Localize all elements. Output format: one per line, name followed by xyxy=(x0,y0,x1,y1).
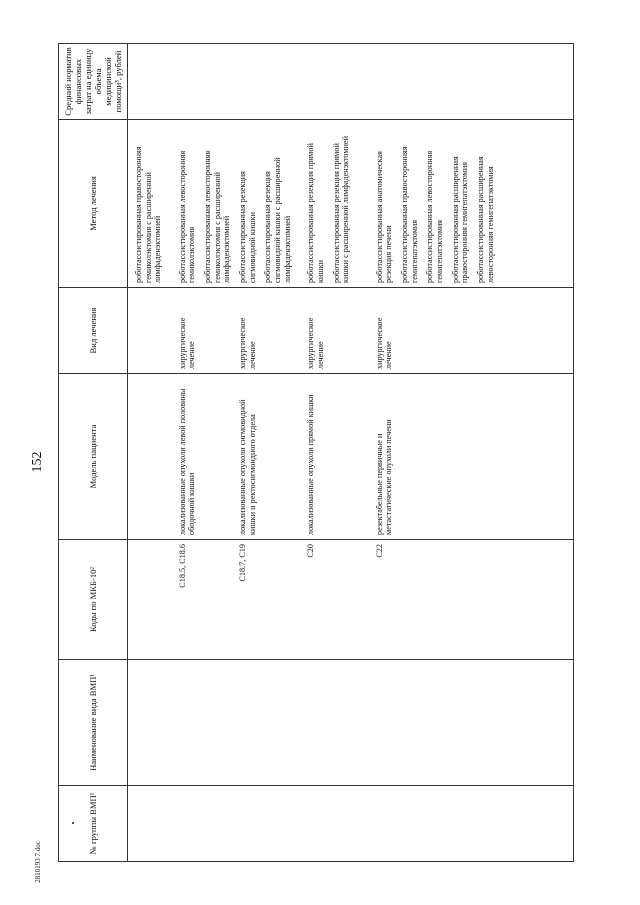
table-header-row xyxy=(59,44,128,862)
cell-treatment-method xyxy=(304,120,372,288)
medical-care-table xyxy=(58,43,574,862)
cell-treatment-method xyxy=(176,120,236,288)
cell-icd-codes: C20 xyxy=(304,540,372,660)
cell-vmp-name xyxy=(128,660,176,786)
cell-group-number xyxy=(128,786,176,862)
table-row xyxy=(373,44,574,862)
cell-average-cost xyxy=(373,44,574,120)
cell-vmp-name xyxy=(176,660,236,786)
treatment-method-item: роботассистированная резекция прямой кишки с расширенной лимфаденэктомией xyxy=(331,136,351,283)
header-average-cost: Средний норматив финансовых затрат на единицу объема медицинской помощи³, рублей xyxy=(59,44,128,120)
cell-treatment-type xyxy=(128,288,176,374)
cell-average-cost xyxy=(128,44,176,120)
cell-group-number xyxy=(176,786,236,862)
header-icd-codes: Коды по МКБ-10² xyxy=(59,540,128,660)
cell-treatment-method xyxy=(128,120,176,288)
treatment-method-item: роботассистированная левосторонняя гемигепатэктомия xyxy=(425,150,444,283)
header-vmp-name: Наименование вида ВМП¹ xyxy=(59,660,128,786)
cell-group-number xyxy=(373,786,574,862)
treatment-method-item: роботассистированная правосторонняя гемигепатэктомия xyxy=(399,146,419,283)
table-body xyxy=(128,44,574,862)
cell-treatment-method xyxy=(236,120,304,288)
cell-patient-model: резектабельные первичные и метастатические опухоли печени xyxy=(373,374,574,540)
cell-icd-codes: C22 xyxy=(373,540,574,660)
header-treatment-type: Вид лечения xyxy=(59,288,128,374)
treatment-method-item: роботассистированная расширенная правосторонняя гемигепатэктомия xyxy=(450,156,470,283)
rotated-table-container xyxy=(58,44,574,862)
cell-treatment-method xyxy=(373,120,574,288)
header-group-number: № группы ВМП¹ xyxy=(59,786,128,862)
treatment-method-item: роботассистированная расширенная левосторонняя гемигепатэктомия xyxy=(475,156,495,283)
treatment-method-item: роботассистированная резекция сигмовидной кишки xyxy=(237,171,257,283)
cell-patient-model: локализованные опухоли сигмовидной кишки и ректосигмоидного отдела xyxy=(236,374,304,540)
treatment-method-item: роботассистированная левосторонняя гемиколэктомия с расширенной лимфаденэктомией xyxy=(203,150,232,283)
cell-group-number xyxy=(236,786,304,862)
cell-patient-model: локализованные опухоли левой половины ободочной кишки xyxy=(176,374,236,540)
cell-vmp-name xyxy=(373,660,574,786)
cell-icd-codes: C18.5, C18.6 xyxy=(176,540,236,660)
cell-patient-model: локализованные опухоли прямой кишки xyxy=(304,374,372,540)
header-patient-model: Модель пациента xyxy=(59,374,128,540)
cell-treatment-type: хирургическое лечение xyxy=(373,288,574,374)
footer-filename: 2810193 7.doc xyxy=(34,841,42,883)
stray-mark xyxy=(72,822,74,824)
table-row xyxy=(176,44,236,862)
cell-treatment-type: хирургическое лечение xyxy=(236,288,304,374)
page-number: 152 xyxy=(30,451,45,473)
table-row xyxy=(128,44,176,862)
treatment-method-item: роботассистированная левосторонняя гемиколэктомия xyxy=(177,150,197,283)
treatment-method-item: роботассистированная правосторонняя гемиколэктомия с расширенной лимфаденэктомией xyxy=(134,146,163,283)
treatment-method-item: роботассистированная анатомическая резекция печени xyxy=(374,151,394,283)
cell-average-cost xyxy=(304,44,372,120)
cell-vmp-name xyxy=(304,660,372,786)
header-treatment-method: Метод лечения xyxy=(59,120,128,288)
table-row xyxy=(236,44,304,862)
cell-vmp-name xyxy=(236,660,304,786)
cell-average-cost xyxy=(236,44,304,120)
table-row xyxy=(304,44,372,862)
treatment-method-item: роботассистированная резекция сигмовидной кишки с расширенной лимфаденэктомией xyxy=(263,157,292,283)
cell-patient-model xyxy=(128,374,176,540)
cell-treatment-type: хирургическое лечение xyxy=(176,288,236,374)
treatment-method-item: роботассистированная резекция прямой кишки xyxy=(306,143,325,283)
cell-average-cost xyxy=(176,44,236,120)
cell-icd-codes: C18.7, C19 xyxy=(236,540,304,660)
cell-treatment-type: хирургическое лечение xyxy=(304,288,372,374)
cell-icd-codes xyxy=(128,540,176,660)
cell-group-number xyxy=(304,786,372,862)
